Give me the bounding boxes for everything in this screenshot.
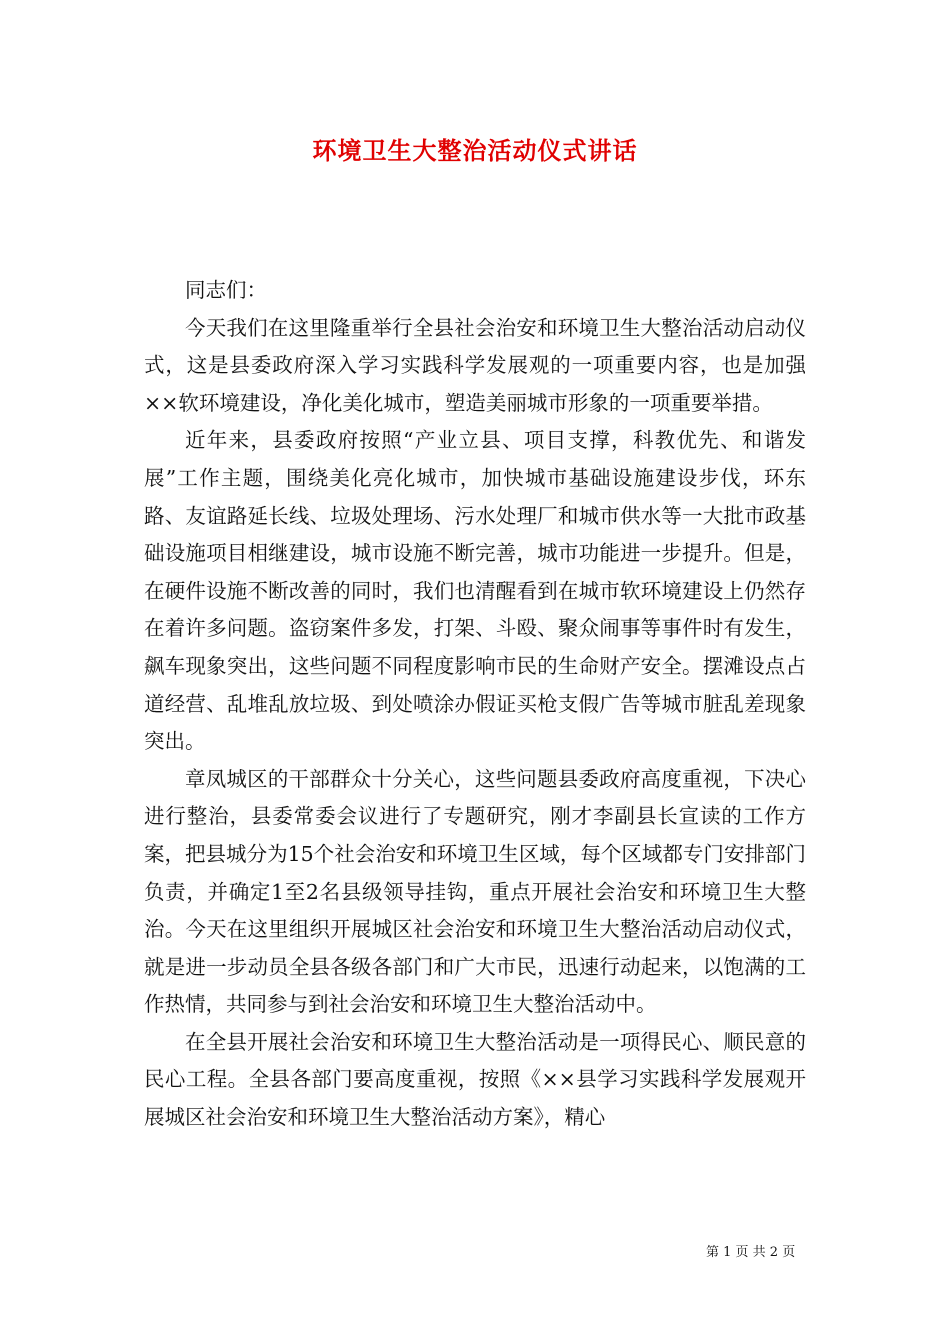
paragraph-3: 章凤城区的干部群众十分关心，这些问题县委政府高度重视，下决心进行整治，县委常委会议进行了专题研究，刚才李副县长宣读的工作方案，把县城分为15个社会治安和环境卫生区域，每个区域都专门安排部门负责，并确定1至2名县级领导挂钩，重点开展社会治安和环境卫生大整治。今天在这里组织开展城区社会治安和环境卫生大整治活动启动仪式，就是进一步动员全县各级各部门和广大市民，迅速行动起来，以饱满的工作热情，共同参与到社会治安和环境卫生大整治活动中。 <box>144 766 806 1017</box>
salutation: 同志们： <box>185 278 267 302</box>
paragraph-4: 在全县开展社会治安和环境卫生大整治活动是一项得民心、顺民意的民心工程。全县各部门要高度重视，按照《××县学习实践科学发展观开展城区社会治安和环境卫生大整治活动方案》，精心 <box>144 1029 806 1130</box>
paragraph-2: 近年来，县委政府按照“产业立县、项目支撑，科教优先、和谐发展”工作主题，围绕美化亮化城市，加快城市基础设施建设步伐，环东路、友谊路延长线、垃圾处理场、污水处理厂和城市供水等一大批市政基础设施项目相继建设，城市设施不断完善，城市功能进一步提升。但是，在硬件设施不断改善的同时，我们也清醒看到在城市软环境建设上仍然存在着许多问题。盗窃案件多发，打架、斗殴、聚众闹事等事件时有发生，飙车现象突出，这些问题不同程度影响市民的生命财产安全。摆滩设点占道经营、乱堆乱放垃圾、到处喷涂办假证买枪支假广告等城市脏乱差现象突出。 <box>144 428 806 754</box>
paragraph-1: 今天我们在这里隆重举行全县社会治安和环境卫生大整治活动启动仪式，这是县委政府深入学习实践科学发展观的一项重要内容，也是加强××软环境建设，净化美化城市，塑造美丽城市形象的一项重要举措。 <box>144 315 806 415</box>
document-body <box>144 272 806 1137</box>
document-title: 环境卫生大整治活动仪式讲话 <box>312 136 638 165</box>
page-number: 第 1 页 共 2 页 <box>706 1245 796 1260</box>
